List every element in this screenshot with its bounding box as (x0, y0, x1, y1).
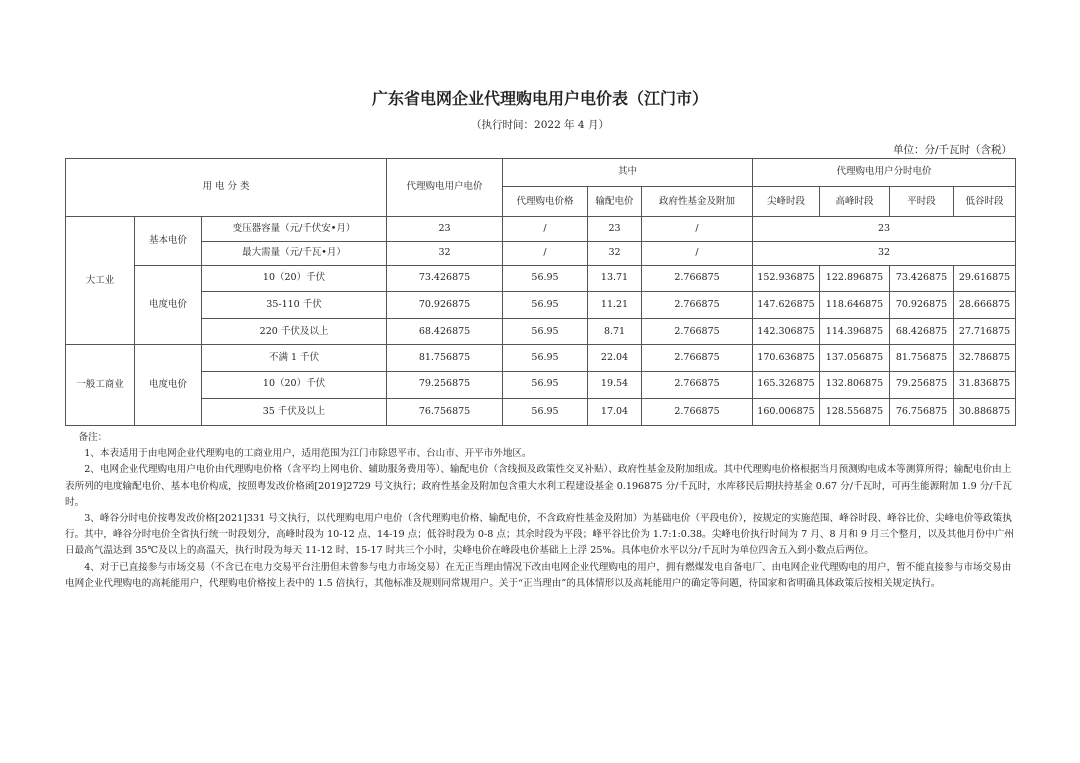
cell-gov: / (642, 241, 753, 265)
notes-heading: 备注： (78, 432, 108, 443)
category-general-commercial: 一般工商业 (66, 345, 135, 426)
note-item: 2、电网企业代理购电用户电价由代理购电价格（含平均上网电价、辅助服务费用等）、输配电价（含线损及政策性交叉补贴）、政府性基金及附加组成。其中代理购电价格根据当月预测购电成本等测算所得；输配电价由上表所列的电度输配电价、基本电价构成，按照粤发改价格函[2019]2729 号文执行；政府性基金及附加包含重大水利工程建设基金 0.196875 分/千瓦时，水库移民后期扶持基金 0.67 分/千瓦时，可再生能源附加 1.9 分/千瓦时。 (65, 464, 1012, 508)
cell-tou: 32 (753, 241, 1016, 265)
cell-gov: 2.766875 (642, 319, 753, 345)
cell-valley: 27.716875 (954, 319, 1016, 345)
cell-transmission: 23 (588, 217, 642, 241)
row-label: 10（20）千伏 (202, 265, 387, 291)
cell-gov: 2.766875 (642, 265, 753, 291)
cell-flat: 70.926875 (890, 291, 954, 318)
cell-valley: 29.616875 (954, 265, 1016, 291)
cell-peak: 132.806875 (820, 371, 890, 398)
table-row (66, 241, 1016, 265)
subcategory-energy: 电度电价 (135, 345, 202, 426)
header-sharp-peak: 尖峰时段 (753, 187, 820, 217)
row-label: 最大需量（元/千瓦•月） (202, 241, 387, 265)
cell-flat: 76.756875 (890, 398, 954, 425)
cell-price: 79.256875 (387, 371, 503, 398)
effective-date: （执行时间：2022 年 4 月） (471, 119, 609, 131)
table-row (66, 291, 1016, 318)
cell-purchase: 56.95 (503, 319, 588, 345)
cell-price: 68.426875 (387, 319, 503, 345)
row-label: 10（20）千伏 (202, 371, 387, 398)
header-flat: 平时段 (890, 187, 954, 217)
table-row (66, 398, 1016, 425)
cell-valley: 30.886875 (954, 398, 1016, 425)
table-row (66, 265, 1016, 291)
cell-transmission: 11.21 (588, 291, 642, 318)
cell-transmission: 8.71 (588, 319, 642, 345)
cell-peak: 114.396875 (820, 319, 890, 345)
table-row (66, 371, 1016, 398)
table-row (66, 345, 1016, 371)
cell-sharp: 142.306875 (753, 319, 820, 345)
row-label: 220 千伏及以上 (202, 319, 387, 345)
cell-sharp: 147.626875 (753, 291, 820, 318)
cell-peak: 118.646875 (820, 291, 890, 318)
row-label: 变压器容量（元/千伏安•月） (202, 217, 387, 241)
header-category: 用 电 分 类 (66, 159, 387, 217)
cell-purchase: / (503, 241, 588, 265)
cell-gov: 2.766875 (642, 371, 753, 398)
subcategory-basic: 基本电价 (135, 217, 202, 265)
unit-label: 单位：分/千瓦时（含税） (892, 144, 1012, 156)
header-of-which: 其中 (503, 159, 753, 187)
cell-valley: 28.666875 (954, 291, 1016, 318)
cell-flat: 79.256875 (890, 371, 954, 398)
cell-price: 23 (387, 217, 503, 241)
note-item: 1、本表适用于由电网企业代理购电的工商业用户，适用范围为江门市除恩平市、台山市、开平市外地区。 (84, 448, 532, 460)
header-time-of-use: 代理购电用户分时电价 (753, 159, 1016, 187)
cell-purchase: 56.95 (503, 371, 588, 398)
cell-price: 70.926875 (387, 291, 503, 318)
header-transmission-price: 输配电价 (588, 187, 642, 217)
cell-transmission: 17.04 (588, 398, 642, 425)
note-item: 3、峰谷分时电价按粤发改价格[2021]331 号文执行，以代理购电用户电价（含代理购电价格、输配电价，不含政府性基金及附加）为基础电价（平段电价），按规定的实施范围、峰谷时段、峰谷比价、尖峰电价等政策执行。其中，峰谷分时电价全省执行统一时段划分，高峰时段为 10-12 点、14-19 点；低谷时段为 0-8 点；其余时段为平段；峰平谷比价为 1.7:1:0.38。尖峰电价执行时间为 7 月、8 月和 9 月三个整月，以及其他月份中广州日最高气温达到 35℃及以上的高温天，执行时段为每天 11-12 时、15-17 时共三个小时，尖峰电价在峰段电价基础上上浮 25%。具体电价水平以分/千瓦时为单位四舍五入到小数点后两位。 (65, 513, 1014, 557)
cell-price: 81.756875 (387, 345, 503, 371)
table-row (66, 217, 1016, 241)
subcategory-energy: 电度电价 (135, 265, 202, 345)
price-table (65, 158, 1016, 426)
cell-valley: 31.836875 (954, 371, 1016, 398)
category-large-industry: 大工业 (66, 217, 135, 345)
header-gov-fund: 政府性基金及附加 (642, 187, 753, 217)
cell-transmission: 22.04 (588, 345, 642, 371)
note-item: 4、对于已直接参与市场交易（不含已在电力交易平台注册但未曾参与电力市场交易）在无正当理由情况下改由电网企业代理购电的用户，拥有燃煤发电自备电厂、由电网企业代理购电的用户，暂不能直接参与市场交易由电网企业代理购电的高耗能用户，代理购电价格按上表中的 1.5 倍执行，其他标准及规则同常规用户。关于“正当理由”的具体情形以及高耗能用户的确定等问题，待国家和省明确具体政策后按相关规定执行。 (65, 561, 1012, 589)
header-valley: 低谷时段 (954, 187, 1016, 217)
table-row (66, 319, 1016, 345)
cell-purchase: 56.95 (503, 345, 588, 371)
row-label: 35-110 千伏 (202, 291, 387, 318)
cell-purchase: 56.95 (503, 291, 588, 318)
row-label: 35 千伏及以上 (202, 398, 387, 425)
cell-gov: / (642, 217, 753, 241)
page-title: 广东省电网企业代理购电用户电价表（江门市） (371, 89, 708, 108)
cell-sharp: 165.326875 (753, 371, 820, 398)
cell-purchase: / (503, 217, 588, 241)
cell-peak: 137.056875 (820, 345, 890, 371)
cell-sharp: 160.006875 (753, 398, 820, 425)
cell-purchase: 56.95 (503, 265, 588, 291)
cell-valley: 32.786875 (954, 345, 1016, 371)
header-purchase-price: 代理购电价格 (503, 187, 588, 217)
cell-transmission: 13.71 (588, 265, 642, 291)
cell-gov: 2.766875 (642, 398, 753, 425)
cell-peak: 128.556875 (820, 398, 890, 425)
cell-transmission: 32 (588, 241, 642, 265)
row-label: 不满 1 千伏 (202, 345, 387, 371)
cell-price: 76.756875 (387, 398, 503, 425)
header-peak: 高峰时段 (820, 187, 890, 217)
notes-section (65, 430, 1015, 592)
cell-price: 73.426875 (387, 265, 503, 291)
cell-sharp: 170.636875 (753, 345, 820, 371)
cell-sharp: 152.936875 (753, 265, 820, 291)
header-agent-price: 代理购电用户电价 (387, 159, 503, 217)
cell-gov: 2.766875 (642, 291, 753, 318)
cell-flat: 68.426875 (890, 319, 954, 345)
cell-price: 32 (387, 241, 503, 265)
cell-flat: 81.756875 (890, 345, 954, 371)
cell-purchase: 56.95 (503, 398, 588, 425)
cell-flat: 73.426875 (890, 265, 954, 291)
cell-gov: 2.766875 (642, 345, 753, 371)
cell-tou: 23 (753, 217, 1016, 241)
cell-peak: 122.896875 (820, 265, 890, 291)
cell-transmission: 19.54 (588, 371, 642, 398)
